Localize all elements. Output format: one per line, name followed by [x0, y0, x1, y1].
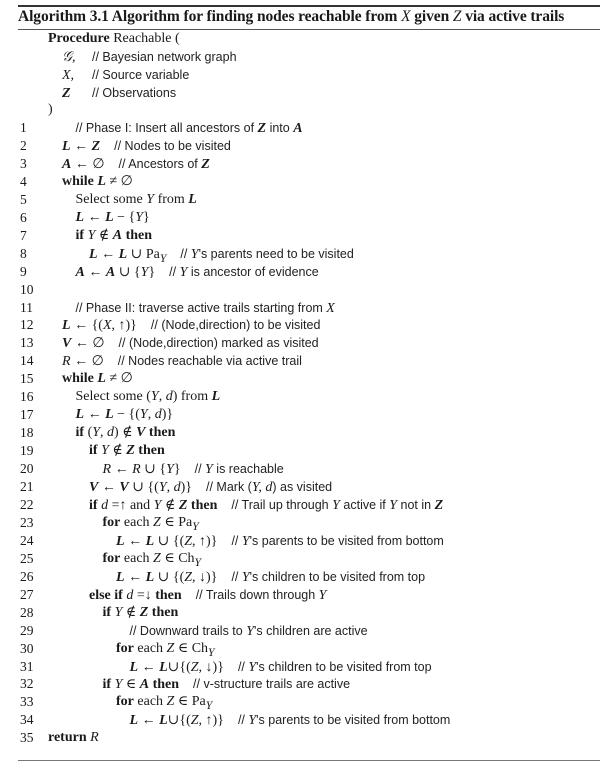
line-number: 4 [20, 173, 27, 189]
line-number: 7 [20, 227, 27, 243]
line-code: L ← L − {(Y, d)} [75, 407, 174, 423]
procedure-name: Reachable ( [113, 31, 180, 46]
line-code: L ← {(X, ↑)} // (Node,direction) to be visited [62, 318, 321, 334]
line-number: 18 [20, 425, 34, 441]
algorithm-title [18, 7, 564, 27]
title-var-z: Z [452, 8, 462, 25]
procedure-keyword: Procedure [48, 31, 110, 46]
line-code: // Phase I: Insert all ancestors of Z into A [75, 121, 303, 136]
line-number: 25 [20, 550, 34, 566]
line-code: Select some Y from L [75, 191, 197, 207]
line-code: for each Z ∈ $Pa_Y$ [102, 514, 199, 533]
line-code: while L ≠ ∅ [62, 371, 133, 387]
line-code: Select some (Y, d) from L [75, 389, 221, 405]
line-code: V ← ∅ // (Node,direction) marked as visited [62, 336, 319, 352]
line-number: 21 [20, 479, 34, 494]
line-number: 35 [20, 730, 34, 746]
line-number: 1 [20, 120, 27, 135]
line-number: 29 [20, 622, 34, 638]
line-code: if Y ∉ Z then [89, 443, 165, 459]
line-number: 8 [20, 245, 27, 261]
bottom-rule [18, 760, 600, 761]
line-code: if Y ∈ A then // v-structure trails are active [102, 677, 351, 693]
title-text-mid: given [414, 8, 450, 25]
line-number: 9 [20, 263, 27, 279]
line-number: 27 [20, 586, 34, 602]
line-number: 24 [20, 532, 34, 548]
line-code: L ← L − {Y} [75, 209, 150, 225]
line-code: L ← L ∪ {(Z, ↓)} // Y's children to be visited from top [116, 569, 426, 585]
line-number: 15 [20, 371, 34, 387]
line-code: else if d =↓ then // Trails down through Y [89, 587, 327, 603]
line-code: for each Z ∈ $Pa_Y$ [116, 694, 213, 713]
line-code: for each Z ∈ $Ch_Y$ [102, 550, 202, 569]
line-code: for each Z ∈ $Ch_Y$ [116, 640, 215, 659]
line-number: 19 [20, 443, 34, 459]
line-number: 11 [20, 299, 33, 315]
param-symbol: 𝒢, [62, 50, 76, 65]
line-code: L ← L∪{(Z, ↓)} // Y's children to be visited from top [129, 659, 432, 675]
param-comment: // Bayesian network graph [92, 50, 237, 64]
line-number: 34 [20, 712, 34, 728]
line-number: 3 [20, 155, 27, 171]
line-number: 26 [20, 568, 34, 584]
line-code: A ← ∅ // Ancestors of Z [62, 156, 210, 172]
line-number: 23 [20, 514, 34, 530]
line-number: 2 [20, 137, 27, 153]
line-number: 30 [20, 640, 34, 656]
line-code: return R [48, 730, 99, 746]
line-number: 22 [20, 496, 34, 512]
line-number: 17 [20, 407, 34, 423]
line-code: if Y ∉ Z then [102, 604, 179, 620]
line-number: 20 [20, 461, 34, 477]
line-code: L ← Z // Nodes to be visited [62, 138, 231, 154]
line-number: 6 [20, 209, 27, 225]
line-number: 13 [20, 335, 34, 351]
param-symbol: Z [62, 86, 71, 101]
param-comment: // Observations [92, 86, 177, 100]
line-number: 28 [20, 604, 34, 620]
procedure-close: ) [48, 102, 53, 117]
line-code: L ← L ∪ {(Z, ↑)} // Y's parents to be visited from bottom [116, 533, 444, 549]
line-code: L ← L∪{(Z, ↑)} // Y's parents to be visited from bottom [129, 713, 451, 729]
param-observations [62, 84, 176, 103]
line-code: L ← L ∪ $Pa_Y // Y's$ parents need to be visited [89, 246, 354, 265]
line-code: R ← ∅ // Nodes reachable via active trail [62, 354, 302, 370]
line-number: 14 [20, 353, 34, 369]
line-number: 33 [20, 694, 34, 710]
param-source [62, 66, 189, 85]
line-number: 16 [20, 389, 34, 405]
line-code: if d =↑ and Y ∉ Z then // Trail up through Y active if Y not in Z [89, 497, 444, 513]
param-comment: // Source variable [92, 68, 190, 82]
line-number: 12 [20, 317, 34, 333]
line-code: // Downward trails to Y's children are active [129, 623, 368, 639]
line-number: 5 [20, 191, 27, 207]
param-symbol: X, [62, 68, 75, 83]
line-number: 32 [20, 676, 34, 692]
line-code: A ← A ∪ {Y} // Y is ancestor of evidence [75, 264, 319, 280]
title-var-x: X [401, 8, 411, 25]
param-graph [62, 48, 237, 67]
line-number: 10 [20, 281, 34, 297]
algorithm-label: Algorithm 3.1 [18, 8, 109, 25]
procedure-header [48, 30, 180, 48]
line-code: if Y ∉ A then [75, 227, 153, 243]
line-code: while L ≠ ∅ [62, 173, 133, 189]
line-number: 31 [20, 658, 34, 674]
title-text-after: via active trails [465, 8, 565, 25]
line-code: // Phase II: traverse active trails starting from X [75, 300, 335, 316]
line-code: if (Y, d) ∉ V then [75, 425, 176, 441]
line-code: V ← V ∪ {(Y, d)} // Mark (Y, d) as visited [89, 480, 333, 495]
line-code: R ← R ∪ {Y} // Y is reachable [102, 462, 284, 478]
title-text-before: Algorithm for finding nodes reachable from [111, 8, 398, 25]
